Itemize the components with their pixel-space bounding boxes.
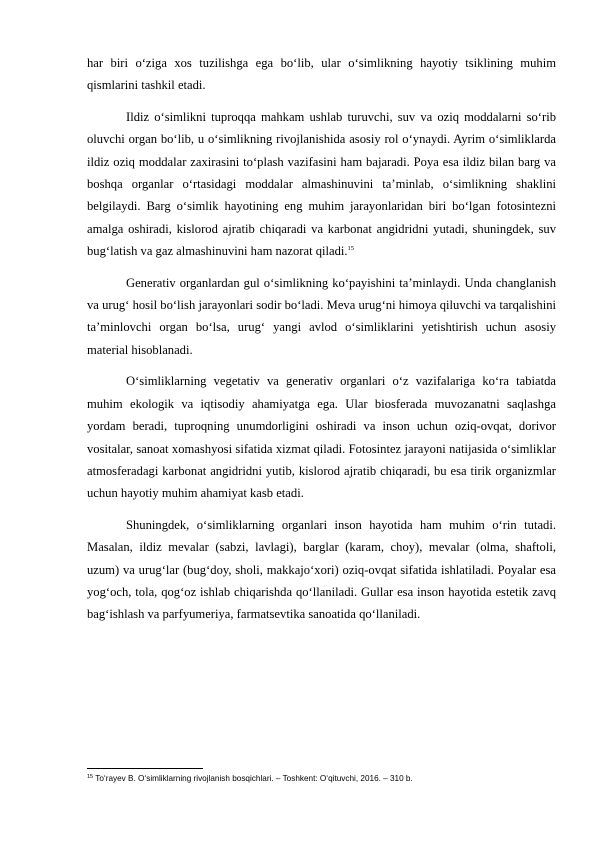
footnote-reference[interactable]: 15 [347, 245, 355, 253]
paragraph-text: Ildiz o‘simlikni tuproqqa mahkam ushlab turuvchi, suv va oziq moddalarni so‘rib oluvchi organ bo‘lib, u o‘simlikning rivojlanishida asosiy rol o‘ynaydi. Ayrim o‘simliklarda ildiz oziq moddalar zaxirasini to‘plash vazifasini ham bajaradi. Poya esa ildiz bilan barg va boshqa organlar o‘rtasidagi moddalar almashinuvini ta’minlab, o‘simlikning shaklini belgilaydi. Barg o‘simlik hayotining eng muhim jarayonlaridan biri bo‘lgan fotosintezni amalga oshiradi, kislorod ajratib chiqaradi va karbonat angidridni yutadi, shuningdek, suv bug‘latish va gaz almashinuvini ham nazorat qiladi. [87, 109, 556, 259]
footnote-divider [87, 768, 203, 769]
paragraph-text: Shuningdek, o‘simliklarning organlari inson hayotida ham muhim o‘rin tutadi. Masalan, ildiz mevalar (sabzi, lavlagi), barglar (karam, choy), mevalar (olma, shaftoli, uzum) va urug‘lar (bug‘doy, sholi, makkajo‘xori) oziq-ovqat sifatida ishlatiladi. Poyalar esa yog‘och, tola, qog‘oz ishlab chiqarishda qo‘llaniladi. Gullar esa inson hayotida estetik zavq bag‘ishlash va parfyumeriya, farmatsevtika sanoatida qo‘llaniladi. [87, 517, 556, 622]
document-body [87, 52, 556, 626]
paragraph-human-use [87, 514, 556, 626]
paragraph-text: har biri o‘ziga xos tuzilishga ega bo‘lib, ular o‘simlikning hayotiy tsiklining muhim qismlarini tashkil etadi. [87, 56, 556, 93]
paragraph-generative-organs [87, 272, 556, 362]
paragraph-text: O‘simliklarning vegetativ va generativ organlari o‘z vazifalariga ko‘ra tabiatda muhim ekologik va iqtisodiy ahamiyatga ega. Ular biosferada muvozanatni saqlashga yordam beradi, tuproqning unumdorligini oshiradi va inson uchun oziq-ovqat, dorivor vositalar, sanoat xomashyosi sifatida xizmat qiladi. Fotosintez jarayoni natijasida o‘simliklar atmosferadagi karbonat angidridni yutib, kislorod ajratib chiqaradi, bu esa tirik organizmlar uchun hayotiy muhim ahamiyat kasb etadi. [87, 374, 556, 501]
paragraph-continuation [87, 52, 556, 97]
paragraph-text: Generativ organlardan gul o‘simlikning ko‘payishini ta’minlaydi. Unda changlanish va urug‘ hosil bo‘lish jarayonlari sodir bo‘ladi. Meva urug‘ni himoya qiluvchi va tarqalishini ta’minlovchi organ bo‘lsa, urug‘ yangi avlod o‘simliklarini yetishtirish uchun asosiy material hisoblanadi. [87, 275, 556, 357]
footnote-number: 15 [87, 774, 94, 780]
paragraph-ecological-importance [87, 370, 556, 504]
footnote-text: To‘rayev B. O‘simliklarning rivojlanish bosqichlari. – Toshkent: O‘qituvchi, 2016. – 310 b. [95, 774, 413, 783]
paragraph-vegetative-organs [87, 106, 556, 263]
footnote [87, 773, 556, 784]
